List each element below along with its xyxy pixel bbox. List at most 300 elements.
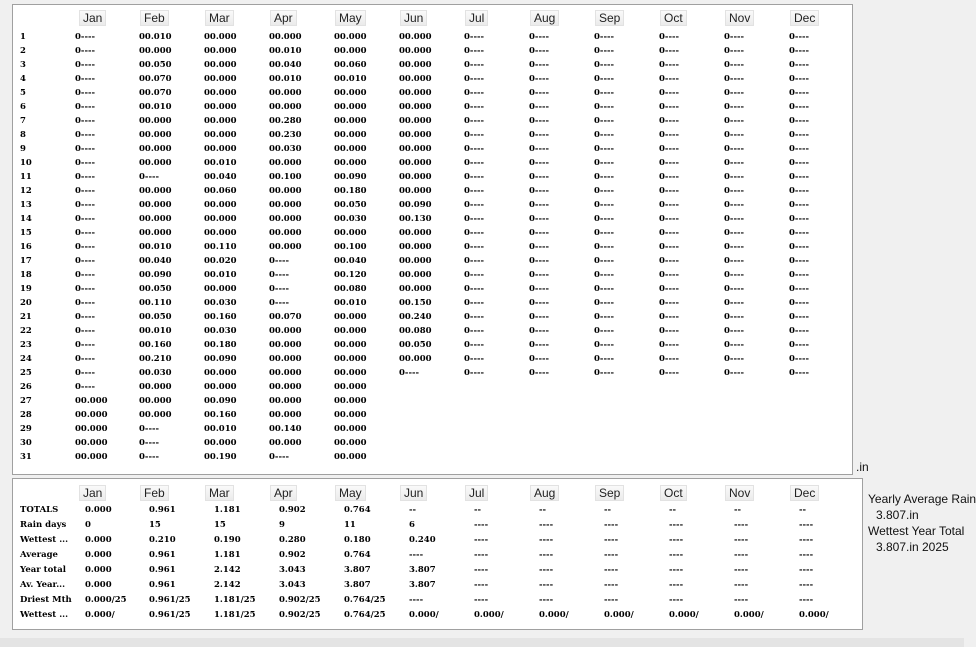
day-number: 1	[20, 32, 26, 42]
daily-value-cell: 00.010	[139, 102, 172, 112]
daily-value-cell: 0----	[594, 60, 615, 70]
daily-value-cell: 00.000	[269, 354, 302, 364]
daily-value-cell: 00.000	[75, 438, 108, 448]
daily-value-cell: 0----	[529, 354, 550, 364]
daily-value-cell: 00.210	[139, 354, 172, 364]
summary-value-cell: 2.142	[214, 565, 241, 575]
day-number: 2	[20, 46, 26, 56]
daily-value-cell: 00.280	[269, 116, 302, 126]
daily-value-cell: 0----	[659, 144, 680, 154]
summary-row-label: Driest Mth	[20, 595, 72, 605]
daily-value-cell: 0----	[789, 312, 810, 322]
daily-value-cell: 0----	[529, 228, 550, 238]
daily-value-cell: 0----	[789, 228, 810, 238]
daily-value-cell: 0----	[529, 116, 550, 126]
daily-value-cell: 0----	[594, 326, 615, 336]
daily-value-cell: 0----	[724, 326, 745, 336]
daily-value-cell: 0----	[529, 284, 550, 294]
daily-value-cell: 0----	[724, 116, 745, 126]
summary-value-cell: ----	[474, 565, 489, 575]
summary-value-cell: ----	[604, 580, 619, 590]
month-header-oct: Oct	[660, 10, 687, 26]
daily-value-cell: 0----	[789, 270, 810, 280]
summary-value-cell: 0.280	[279, 535, 306, 545]
daily-value-cell: 00.000	[139, 410, 172, 420]
summary-value-cell: ----	[669, 520, 684, 530]
daily-value-cell: 0----	[789, 88, 810, 98]
summary-value-cell: ----	[539, 580, 554, 590]
daily-value-cell: 0----	[659, 354, 680, 364]
daily-value-cell: 00.130	[399, 214, 432, 224]
summary-value-cell: ----	[604, 565, 619, 575]
daily-value-cell: 00.000	[399, 242, 432, 252]
day-number: 25	[20, 368, 32, 378]
summary-row-label: Year total	[20, 565, 66, 575]
daily-value-cell: 0----	[789, 256, 810, 266]
daily-value-cell: 0----	[464, 144, 485, 154]
daily-value-cell: 0----	[789, 298, 810, 308]
summary-value-cell: 2.142	[214, 580, 241, 590]
daily-value-cell: 00.010	[334, 74, 367, 84]
wettest-year-year: 2025	[922, 540, 949, 554]
daily-value-cell: 00.000	[269, 158, 302, 168]
daily-value-cell: 0----	[75, 270, 96, 280]
daily-value-cell: 0----	[269, 270, 290, 280]
daily-value-cell: 0----	[139, 172, 160, 182]
daily-value-cell: 00.100	[334, 242, 367, 252]
daily-value-cell: 0----	[464, 88, 485, 98]
daily-value-cell: 0----	[594, 270, 615, 280]
daily-value-cell: 00.070	[139, 88, 172, 98]
daily-value-cell: 00.050	[334, 200, 367, 210]
daily-value-cell: 0----	[594, 256, 615, 266]
daily-value-cell: 00.080	[399, 326, 432, 336]
daily-value-cell: 0----	[464, 158, 485, 168]
day-number: 3	[20, 60, 26, 70]
daily-value-cell: 00.000	[139, 130, 172, 140]
day-number: 6	[20, 102, 26, 112]
daily-value-cell: 0----	[594, 368, 615, 378]
daily-value-cell: 00.000	[399, 88, 432, 98]
daily-value-cell: 0----	[269, 284, 290, 294]
summary-value-cell: 3.043	[279, 580, 306, 590]
summary-value-cell: 0.961/25	[149, 595, 191, 605]
daily-value-cell: 00.000	[399, 74, 432, 84]
summary-value-cell: 0.961	[149, 580, 176, 590]
daily-value-cell: 00.000	[399, 60, 432, 70]
summary-value-cell: 6	[409, 520, 415, 530]
summary-value-cell: 0.000/	[474, 610, 504, 620]
day-number: 8	[20, 130, 26, 140]
daily-value-cell: 0----	[724, 102, 745, 112]
daily-value-cell: 00.010	[139, 242, 172, 252]
month-header-apr: Apr	[270, 10, 297, 26]
daily-value-cell: 0----	[464, 116, 485, 126]
daily-value-cell: 00.000	[269, 88, 302, 98]
daily-value-cell: 0----	[659, 116, 680, 126]
monthly-summary-table	[12, 478, 863, 630]
daily-value-cell: 00.190	[204, 452, 237, 462]
daily-value-cell: 00.000	[399, 172, 432, 182]
summary-value-cell: ----	[734, 595, 749, 605]
daily-value-cell: 00.050	[139, 284, 172, 294]
summary-value-cell: ----	[474, 535, 489, 545]
daily-value-cell: 00.030	[204, 298, 237, 308]
daily-value-cell: 00.010	[204, 424, 237, 434]
daily-value-cell: 0----	[659, 32, 680, 42]
day-number: 9	[20, 144, 26, 154]
summary-value-cell: 1.181	[214, 505, 241, 515]
daily-value-cell: 0----	[659, 200, 680, 210]
daily-value-cell: 0----	[789, 214, 810, 224]
daily-value-cell: 0----	[594, 158, 615, 168]
summary-value-cell: ----	[409, 550, 424, 560]
daily-value-cell: 00.000	[399, 158, 432, 168]
daily-value-cell: 0----	[789, 172, 810, 182]
daily-value-cell: 0----	[789, 242, 810, 252]
daily-value-cell: 00.000	[204, 102, 237, 112]
daily-value-cell: 0----	[269, 298, 290, 308]
month-header-mar: Mar	[205, 10, 234, 26]
summary-value-cell: 0.000	[85, 505, 112, 515]
daily-value-cell: 0----	[594, 144, 615, 154]
summary-value-cell: ----	[539, 550, 554, 560]
daily-value-cell: 00.000	[334, 326, 367, 336]
daily-value-cell: 00.000	[334, 88, 367, 98]
summary-value-cell: 1.181	[214, 550, 241, 560]
daily-value-cell: 0----	[789, 116, 810, 126]
daily-value-cell: 00.030	[139, 368, 172, 378]
daily-value-cell: 0----	[724, 298, 745, 308]
month-header-may: May	[335, 10, 366, 26]
summary-value-cell: 1.181/25	[214, 610, 256, 620]
day-number: 21	[20, 312, 32, 322]
daily-value-cell: 0----	[464, 354, 485, 364]
daily-value-cell: 0----	[464, 102, 485, 112]
daily-value-cell: 0----	[594, 340, 615, 350]
daily-value-cell: 00.090	[334, 172, 367, 182]
summary-value-cell: 0.902	[279, 550, 306, 560]
summary-value-cell: ----	[669, 580, 684, 590]
daily-value-cell: 00.000	[204, 368, 237, 378]
summary-month-header-dec: Dec	[790, 485, 819, 501]
daily-value-cell: 0----	[789, 340, 810, 350]
summary-value-cell: 0.902/25	[279, 595, 321, 605]
summary-value-cell: --	[799, 505, 807, 515]
daily-value-cell: 00.000	[334, 438, 367, 448]
month-header-feb: Feb	[140, 10, 169, 26]
day-number: 28	[20, 410, 32, 420]
summary-month-header-apr: Apr	[270, 485, 297, 501]
daily-value-cell: 0----	[529, 130, 550, 140]
month-header-jul: Jul	[465, 10, 488, 26]
daily-value-cell: 00.000	[269, 200, 302, 210]
daily-value-cell: 0----	[659, 102, 680, 112]
daily-value-cell: 00.000	[204, 144, 237, 154]
daily-value-cell: 0----	[75, 228, 96, 238]
summary-value-cell: 0.902	[279, 505, 306, 515]
daily-value-cell: 0----	[529, 88, 550, 98]
daily-value-cell: 0----	[75, 200, 96, 210]
daily-value-cell: 00.000	[204, 214, 237, 224]
summary-value-cell: ----	[474, 520, 489, 530]
daily-value-cell: 00.000	[139, 214, 172, 224]
summary-value-cell: 0.000/	[409, 610, 439, 620]
daily-value-cell: 00.010	[204, 158, 237, 168]
daily-value-cell: 00.000	[269, 438, 302, 448]
summary-value-cell: ----	[734, 520, 749, 530]
daily-value-cell: 0----	[529, 340, 550, 350]
daily-value-cell: 0----	[75, 102, 96, 112]
summary-value-cell: 3.807	[344, 580, 371, 590]
daily-value-cell: 00.040	[139, 256, 172, 266]
daily-value-cell: 0----	[75, 284, 96, 294]
day-number: 19	[20, 284, 32, 294]
summary-value-cell: 11	[344, 520, 356, 530]
daily-value-cell: 0----	[724, 354, 745, 364]
daily-value-cell: 0----	[724, 88, 745, 98]
month-header-sep: Sep	[595, 10, 624, 26]
daily-value-cell: 0----	[724, 256, 745, 266]
daily-value-cell: 00.090	[204, 396, 237, 406]
daily-value-cell: 00.000	[139, 144, 172, 154]
daily-value-cell: 0----	[529, 312, 550, 322]
daily-value-cell: 0----	[75, 144, 96, 154]
daily-value-cell: 00.000	[334, 116, 367, 126]
summary-value-cell: ----	[604, 550, 619, 560]
status-strip	[0, 638, 964, 647]
daily-value-cell: 0----	[529, 60, 550, 70]
daily-value-cell: 0----	[529, 144, 550, 154]
daily-value-cell: 0----	[724, 228, 745, 238]
daily-value-cell: 0----	[594, 32, 615, 42]
daily-value-cell: 00.040	[334, 256, 367, 266]
summary-value-cell: 3.807	[344, 565, 371, 575]
daily-value-cell: 0----	[529, 74, 550, 84]
daily-value-cell: 0----	[789, 368, 810, 378]
day-number: 18	[20, 270, 32, 280]
daily-value-cell: 0----	[659, 186, 680, 196]
daily-value-cell: 0----	[659, 340, 680, 350]
daily-value-cell: 0----	[594, 130, 615, 140]
daily-value-cell: 0----	[594, 102, 615, 112]
daily-value-cell: 0----	[789, 186, 810, 196]
daily-value-cell: 0----	[659, 46, 680, 56]
daily-value-cell: 00.000	[204, 46, 237, 56]
summary-value-cell: ----	[734, 565, 749, 575]
summary-value-cell: --	[734, 505, 742, 515]
daily-value-cell: 00.000	[334, 424, 367, 434]
daily-value-cell: 0----	[724, 60, 745, 70]
daily-value-cell: 00.000	[334, 130, 367, 140]
daily-value-cell: 00.000	[269, 186, 302, 196]
daily-value-cell: 0----	[75, 368, 96, 378]
daily-value-cell: 0----	[594, 242, 615, 252]
summary-row-label: Rain days	[20, 520, 67, 530]
daily-value-cell: 0----	[75, 74, 96, 84]
daily-value-cell: 0----	[724, 368, 745, 378]
summary-value-cell: ----	[669, 595, 684, 605]
daily-value-cell: 0----	[724, 200, 745, 210]
summary-month-header-feb: Feb	[140, 485, 169, 501]
summary-value-cell: 0.210	[149, 535, 176, 545]
summary-value-cell: --	[604, 505, 612, 515]
daily-value-cell: 0----	[529, 46, 550, 56]
daily-value-cell: 0----	[529, 368, 550, 378]
summary-value-cell: 15	[214, 520, 226, 530]
daily-value-cell: 0----	[659, 298, 680, 308]
daily-value-cell: 0----	[464, 214, 485, 224]
daily-value-cell: 0----	[659, 326, 680, 336]
summary-row-label: Wettest ...	[20, 535, 69, 545]
daily-value-cell: 0----	[594, 46, 615, 56]
summary-value-cell: 0.000	[85, 580, 112, 590]
daily-value-cell: 0----	[724, 74, 745, 84]
daily-value-cell: 00.000	[334, 452, 367, 462]
day-number: 10	[20, 158, 32, 168]
daily-value-cell: 0----	[464, 270, 485, 280]
day-number: 17	[20, 256, 32, 266]
daily-value-cell: 0----	[789, 60, 810, 70]
summary-row-label: TOTALS	[20, 505, 59, 515]
daily-value-cell: 0----	[789, 284, 810, 294]
daily-value-cell: 0----	[529, 256, 550, 266]
day-number: 7	[20, 116, 26, 126]
daily-value-cell: 00.000	[334, 368, 367, 378]
daily-value-cell: 0----	[594, 74, 615, 84]
daily-value-cell: 00.000	[269, 410, 302, 420]
daily-value-cell: 00.000	[399, 284, 432, 294]
summary-month-header-mar: Mar	[205, 485, 234, 501]
daily-value-cell: 0----	[789, 74, 810, 84]
daily-value-cell: 0----	[594, 284, 615, 294]
summary-value-cell: 3.043	[279, 565, 306, 575]
daily-value-cell: 0----	[594, 200, 615, 210]
daily-value-cell: 00.070	[139, 74, 172, 84]
summary-value-cell: 0.000/	[539, 610, 569, 620]
summary-value-cell: 0.961	[149, 550, 176, 560]
daily-value-cell: 0----	[789, 354, 810, 364]
day-number: 5	[20, 88, 26, 98]
summary-value-cell: 0.190	[214, 535, 241, 545]
daily-rain-table	[12, 4, 853, 475]
daily-value-cell: 00.000	[204, 438, 237, 448]
day-number: 15	[20, 228, 32, 238]
daily-value-cell: 0----	[139, 452, 160, 462]
daily-value-cell: 0----	[659, 214, 680, 224]
summary-value-cell: 0.000	[85, 535, 112, 545]
daily-value-cell: 00.000	[75, 410, 108, 420]
summary-value-cell: --	[409, 505, 417, 515]
day-number: 27	[20, 396, 32, 406]
daily-value-cell: 0----	[529, 158, 550, 168]
daily-value-cell: 00.000	[204, 116, 237, 126]
daily-value-cell: 0----	[75, 158, 96, 168]
daily-value-cell: 00.000	[334, 228, 367, 238]
summary-value-cell: ----	[539, 595, 554, 605]
daily-value-cell: 0----	[75, 130, 96, 140]
daily-value-cell: 00.000	[139, 382, 172, 392]
daily-value-cell: 00.000	[139, 200, 172, 210]
daily-value-cell: 0----	[464, 256, 485, 266]
daily-value-cell: 0----	[529, 214, 550, 224]
day-number: 11	[20, 172, 32, 182]
daily-value-cell: 0----	[529, 326, 550, 336]
wettest-year-value: 3.807.in	[876, 540, 919, 554]
daily-value-cell: 00.000	[399, 144, 432, 154]
day-number: 14	[20, 214, 32, 224]
daily-value-cell: 00.000	[399, 46, 432, 56]
daily-value-cell: 0----	[594, 228, 615, 238]
daily-value-cell: 0----	[594, 88, 615, 98]
daily-value-cell: 0----	[75, 172, 96, 182]
daily-value-cell: 0----	[724, 46, 745, 56]
daily-value-cell: 00.110	[139, 298, 172, 308]
daily-value-cell: 0----	[724, 284, 745, 294]
summary-value-cell: 0.764/25	[344, 610, 386, 620]
daily-value-cell: 00.040	[204, 172, 237, 182]
daily-value-cell: 0----	[659, 368, 680, 378]
daily-value-cell: 00.000	[139, 46, 172, 56]
daily-value-cell: 00.000	[399, 186, 432, 196]
daily-value-cell: 00.010	[139, 32, 172, 42]
daily-value-cell: 00.000	[334, 32, 367, 42]
daily-value-cell: 0----	[529, 298, 550, 308]
day-number: 4	[20, 74, 26, 84]
daily-value-cell: 0----	[659, 270, 680, 280]
daily-value-cell: 0----	[529, 186, 550, 196]
daily-value-cell: 00.060	[204, 186, 237, 196]
daily-value-cell: 00.000	[204, 74, 237, 84]
daily-value-cell: 0----	[464, 32, 485, 42]
day-number: 12	[20, 186, 32, 196]
daily-value-cell: 0----	[659, 312, 680, 322]
daily-value-cell: 0----	[529, 200, 550, 210]
daily-value-cell: 0----	[464, 340, 485, 350]
daily-value-cell: 00.000	[334, 410, 367, 420]
daily-value-cell: 00.010	[334, 298, 367, 308]
daily-value-cell: 0----	[464, 172, 485, 182]
daily-value-cell: 0----	[724, 172, 745, 182]
day-number: 26	[20, 382, 32, 392]
daily-value-cell: 00.010	[139, 326, 172, 336]
daily-value-cell: 0----	[399, 368, 420, 378]
daily-value-cell: 0----	[659, 88, 680, 98]
daily-value-cell: 0----	[724, 312, 745, 322]
daily-value-cell: 00.000	[139, 396, 172, 406]
summary-value-cell: ----	[669, 535, 684, 545]
yearly-average-value: 3.807.in	[876, 508, 919, 522]
summary-value-cell: ----	[799, 595, 814, 605]
daily-value-cell: 0----	[75, 60, 96, 70]
daily-value-cell: 00.000	[269, 396, 302, 406]
daily-value-cell: 0----	[789, 102, 810, 112]
daily-value-cell: 0----	[789, 130, 810, 140]
summary-value-cell: ----	[474, 550, 489, 560]
daily-value-cell: 00.000	[204, 130, 237, 140]
daily-value-cell: 0----	[464, 298, 485, 308]
daily-value-cell: 0----	[75, 382, 96, 392]
daily-value-cell: 0----	[724, 32, 745, 42]
summary-value-cell: ----	[799, 535, 814, 545]
daily-value-cell: 00.240	[399, 312, 432, 322]
daily-value-cell: 00.000	[399, 116, 432, 126]
summary-value-cell: ----	[539, 565, 554, 575]
summary-value-cell: 0.000	[85, 550, 112, 560]
daily-value-cell: 0----	[464, 242, 485, 252]
daily-value-cell: 0----	[464, 200, 485, 210]
daily-value-cell: 0----	[75, 186, 96, 196]
